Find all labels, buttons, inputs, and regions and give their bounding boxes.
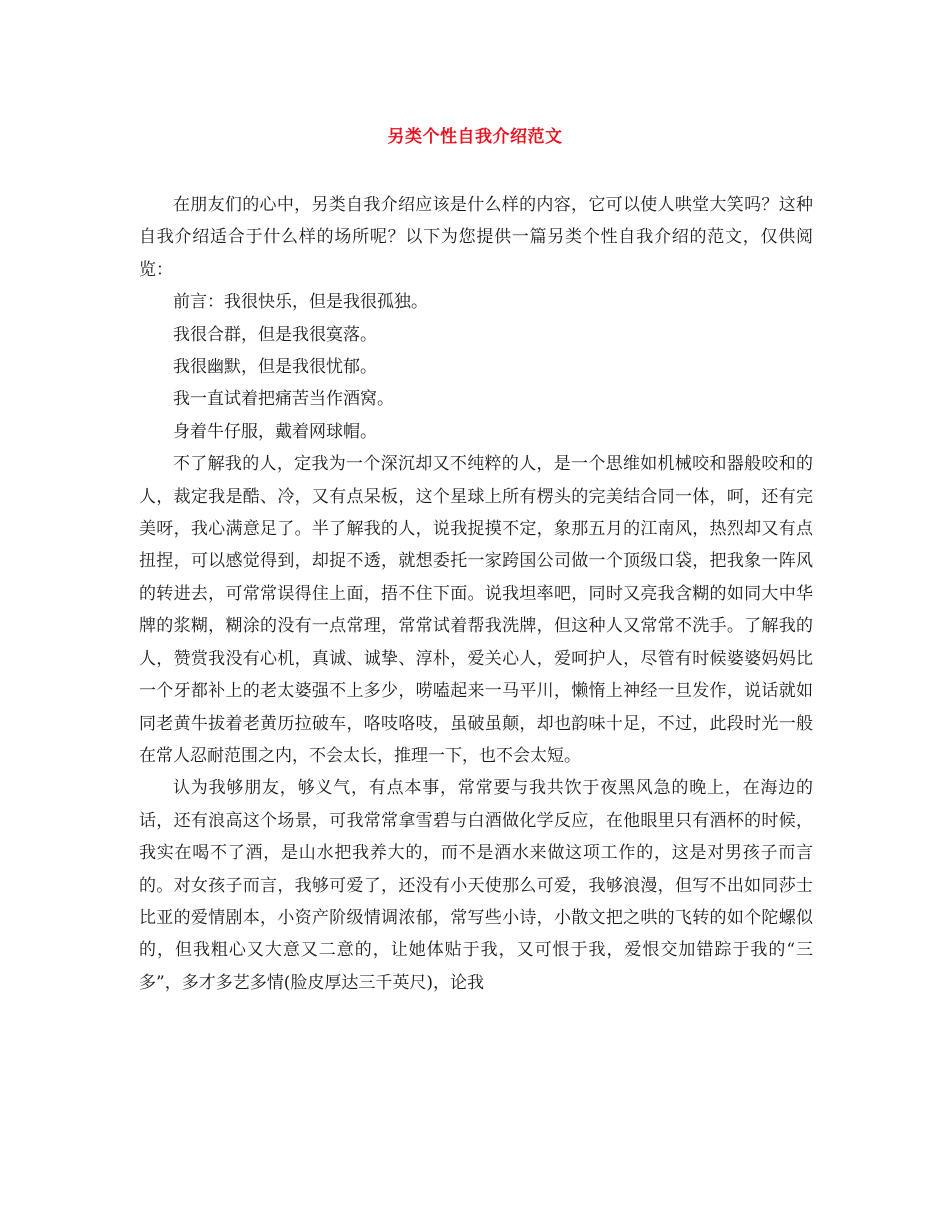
poem-line: 我一直试着把痛苦当作酒窝。 — [173, 389, 394, 410]
poem-line: 我很合群，但是我很寞落。 — [173, 324, 377, 345]
intro-paragraph: 在朋友们的心中，另类自我介绍应该是什么样的内容，它可以使人哄堂大笑吗？这种自我介绍适合于什么样的场所呢？以下为您提供一篇另类个性自我介绍的范文，仅供阅览： — [139, 195, 813, 280]
poem-line: 我很幽默，但是我很忧郁。 — [173, 357, 377, 378]
document-title: 另类个性自我介绍范文 — [387, 127, 563, 147]
document-body — [139, 189, 813, 999]
preface-line: 前言：我很快乐，但是我很孤独。 — [173, 292, 428, 313]
poem-line: 身着牛仔服，戴着网球帽。 — [173, 421, 377, 442]
body-paragraph: 认为我够朋友，够义气，有点本事，常常要与我共饮于夜黑风急的晚上，在海边的话，还有浪高这个场景，可我常常拿雪碧与白酒做化学反应，在他眼里只有酒杯的时候，我实在喝不了酒，是山水把我养大的，而不是酒水来做这项工作的，这是对男孩子而言的。对女孩子而言，我够可爱了，还没有小天使那么可爱，我够浪漫，但写不出如同莎士比亚的爱情剧本，小资产阶级情调浓郁，常写些小诗，小散文把之哄的飞转的如个陀螺似的，但我粗心又大意又二意的，让她体贴于我，又可恨于我，爱恨交加错踪于我的“三多”，多才多艺多情(脸皮厚达三千英尺)，论我 — [139, 778, 813, 993]
body-paragraph: 不了解我的人，定我为一个深沉却又不纯粹的人，是一个思维如机械咬和器般咬和的人，裁定我是酷、冷，又有点呆板，这个星球上所有楞头的完美结合同一体，呵，还有完美呀，我心满意足了。半了解我的人，说我捉摸不定，象那五月的江南风，热烈却又有点扭捏，可以感觉得到，却捉不透，就想委托一家跨国公司做一个顶级口袋，把我象一阵风的转进去，可常常误得住上面，捂不住下面。说我坦率吧，同时又亮我含糊的如同大中华牌的浆糊，糊涂的没有一点常理，常常试着帮我洗牌，但这种人又常常不洗手。了解我的人，赞赏我没有心机，真诚、诚挚、淳朴，爱关心人，爱呵护人，尽管有时候婆婆妈妈比一个牙都补上的老太婆强不上多少，唠嗑起来一马平川，懒惰上神经一旦发作，说话就如同老黄牛拔着老黄历拉破车，咯吱咯吱，虽破虽颠，却也韵味十足，不过，此段时光一般在常人忍耐范围之内，不会太长，推理一下，也不会太短。 — [139, 454, 813, 766]
